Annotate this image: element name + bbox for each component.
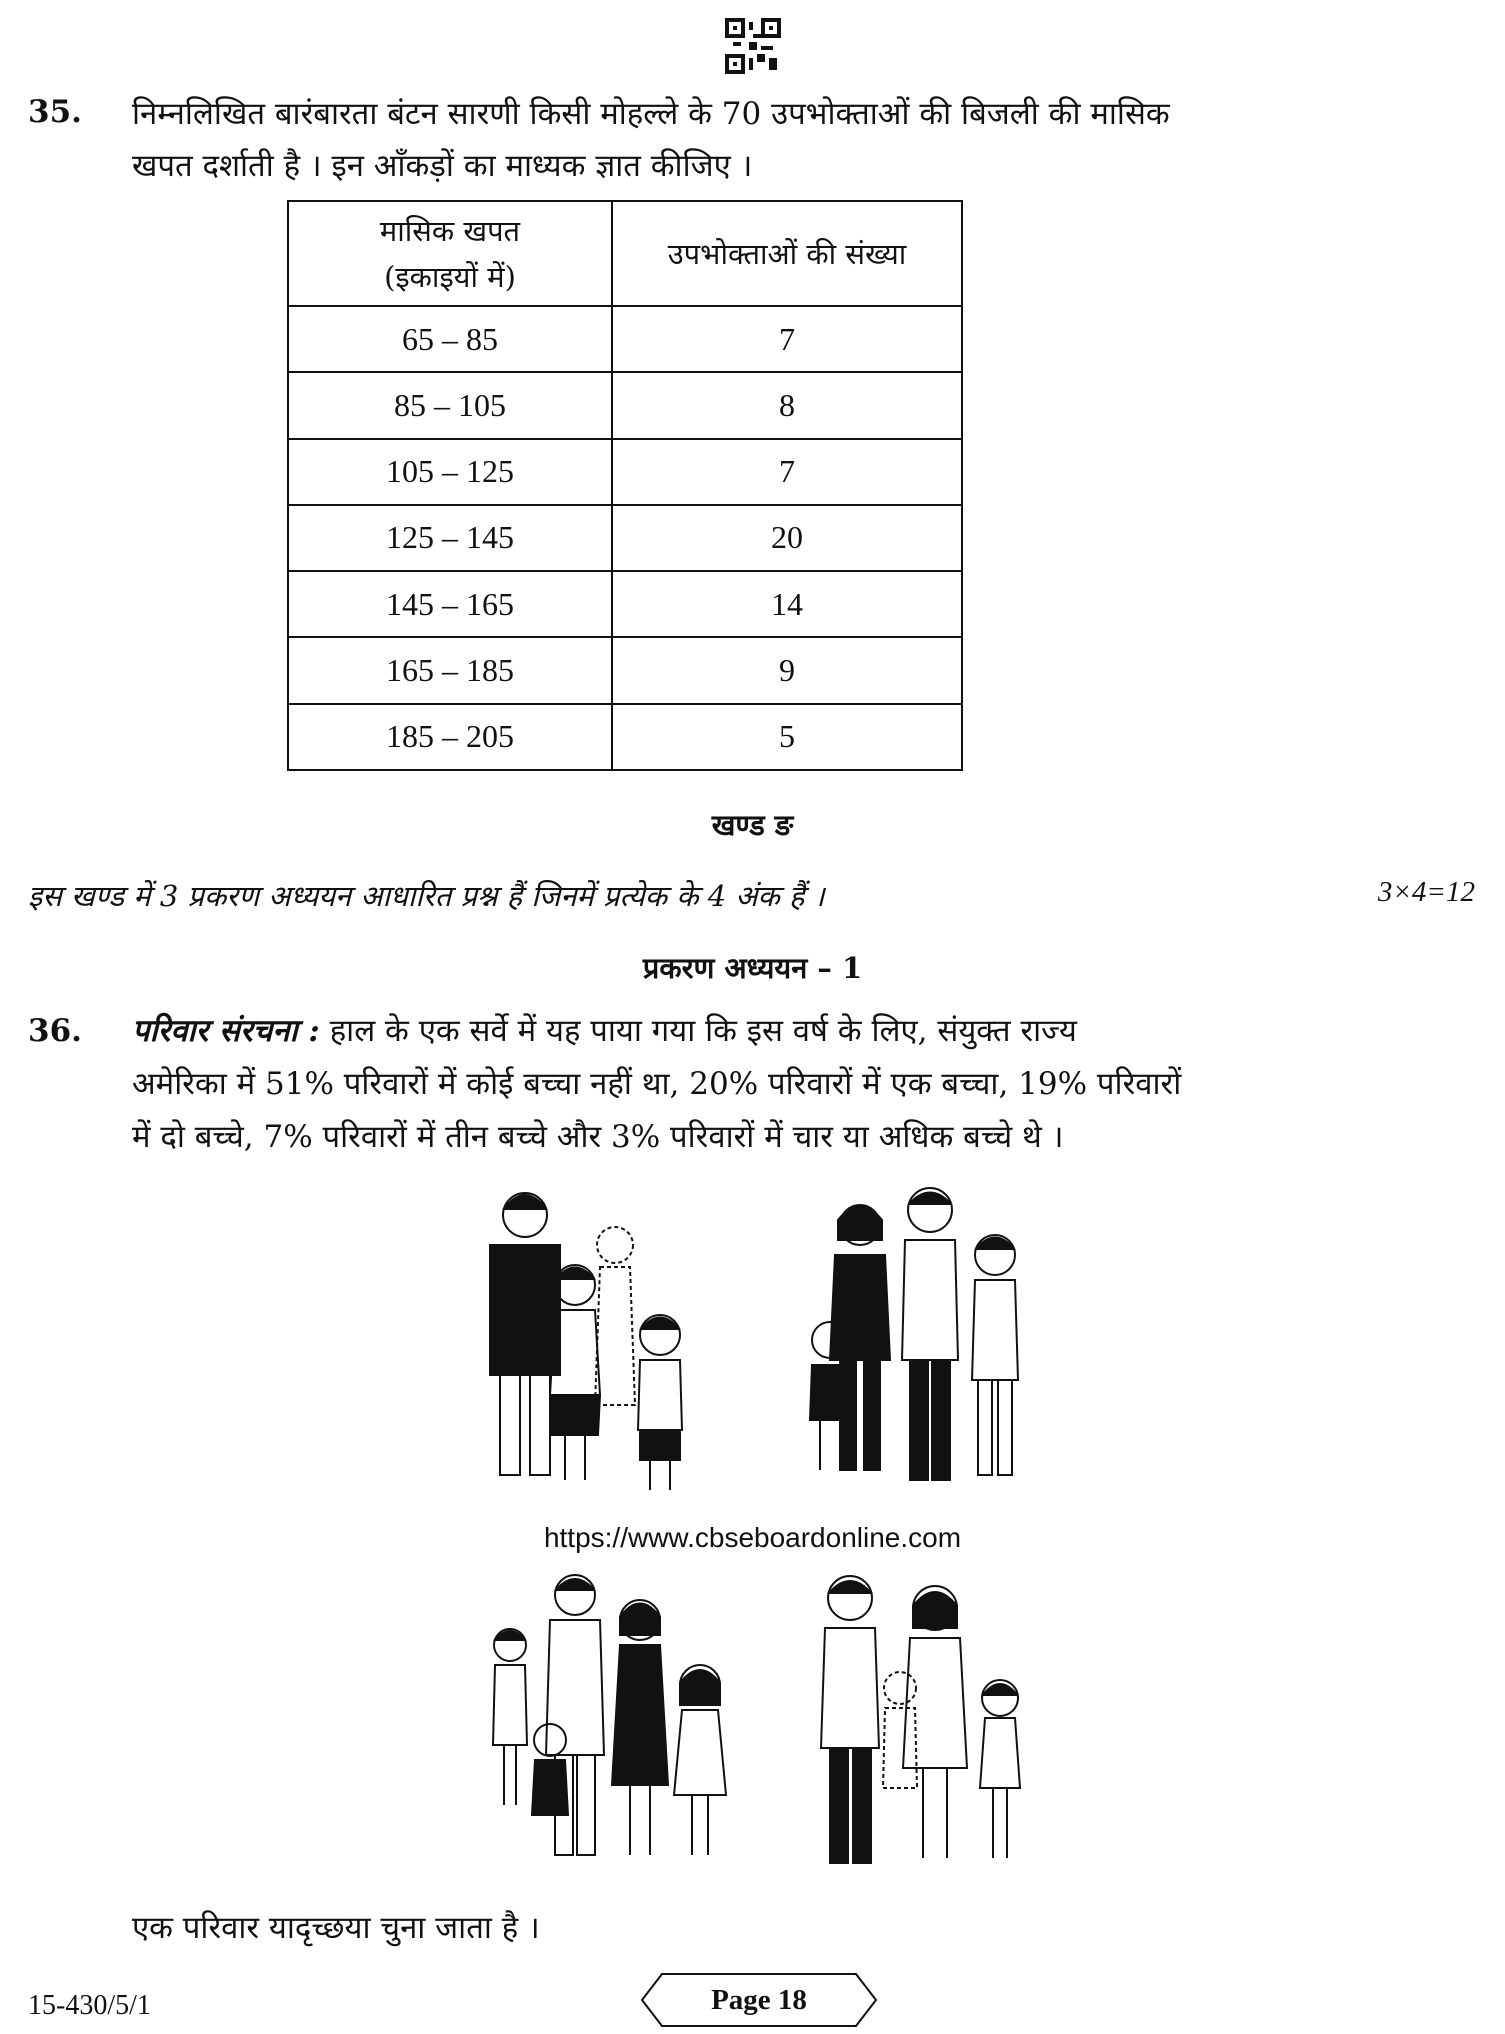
- table-row: [288, 704, 962, 770]
- question-36-line-3: में दो बच्चे, 7% परिवारों में तीन बच्चे और 3% परिवारों में चार या अधिक बच्चे थे ।: [132, 1119, 1064, 1155]
- page-number: Page 18: [711, 1984, 807, 2016]
- qr-code-icon: [725, 18, 781, 74]
- count-cell: 7: [612, 439, 962, 505]
- range-cell: 105 – 125: [288, 439, 612, 505]
- question-36-line-1: [132, 1005, 1077, 1057]
- count-cell: 14: [612, 571, 962, 637]
- header-col1-line2: (इकाइयों में): [384, 259, 516, 294]
- range-cell: 145 – 165: [288, 571, 612, 637]
- case-study-title: प्रकरण अध्ययन – 1: [642, 951, 863, 985]
- question-36-line-1-rest: हाल के एक सर्वे में यह पाया गया कि इस वर्ष के लिए, संयुक्त राज्य: [319, 1013, 1077, 1049]
- table-row: [288, 571, 962, 637]
- question-36-closing: एक परिवार यादृच्छया चुना जाता है ।: [132, 1910, 540, 1946]
- page-number-tag: [640, 1972, 878, 2028]
- question-35-line-1: निम्नलिखित बारंबारता बंटन सारणी किसी मोहल्ले के 70 उपभोक्ताओं की बिजली की मासिक: [132, 96, 1170, 132]
- header-col1-line1: मासिक खपत: [379, 213, 521, 248]
- frequency-table: [287, 200, 963, 771]
- question-35-line-2: खपत दर्शाती है । इन आँकड़ों का माध्यक ज्ञात कीजिए ।: [132, 148, 753, 184]
- source-url: https://www.cbseboardonline.com: [543, 1522, 962, 1553]
- count-cell: 20: [612, 505, 962, 571]
- count-cell: 8: [612, 372, 962, 438]
- count-cell: 5: [612, 704, 962, 770]
- table-header-row: [288, 201, 962, 306]
- range-cell: 185 – 205: [288, 704, 612, 770]
- range-cell: 65 – 85: [288, 306, 612, 372]
- question-36-line-2: अमेरिका में 51% परिवारों में कोई बच्चा नहीं था, 20% परिवारों में एक बच्चा, 19% परिवारों: [132, 1066, 1182, 1102]
- paper-code: 15-430/5/1: [28, 1990, 151, 2021]
- case-study-lead: परिवार संरचना :: [132, 1013, 320, 1049]
- table-row: [288, 306, 962, 372]
- range-cell: 125 – 145: [288, 505, 612, 571]
- table-row: [288, 505, 962, 571]
- header-monthly-consumption: [288, 201, 612, 306]
- count-cell: 9: [612, 637, 962, 703]
- question-number-35: 35.: [28, 94, 82, 130]
- header-consumer-count: उपभोक्ताओं की संख्या: [612, 201, 962, 306]
- table-row: [288, 439, 962, 505]
- range-cell: 85 – 105: [288, 372, 612, 438]
- section-title: खण्ड ङ: [711, 808, 794, 842]
- section-marks: 3×4=12: [1377, 876, 1475, 908]
- range-cell: 165 – 185: [288, 637, 612, 703]
- question-number-36: 36.: [28, 1013, 82, 1049]
- family-illustration-1: [470, 1175, 720, 1505]
- family-illustration-2: [780, 1180, 1040, 1505]
- family-illustration-4: [805, 1568, 1035, 1883]
- table-row: [288, 637, 962, 703]
- count-cell: 7: [612, 306, 962, 372]
- family-illustration-3: [480, 1565, 740, 1885]
- section-instruction: इस खण्ड में 3 प्रकरण अध्ययन आधारित प्रश्न हैं जिनमें प्रत्येक के 4 अंक हैं ।: [28, 879, 825, 913]
- table-row: [288, 372, 962, 438]
